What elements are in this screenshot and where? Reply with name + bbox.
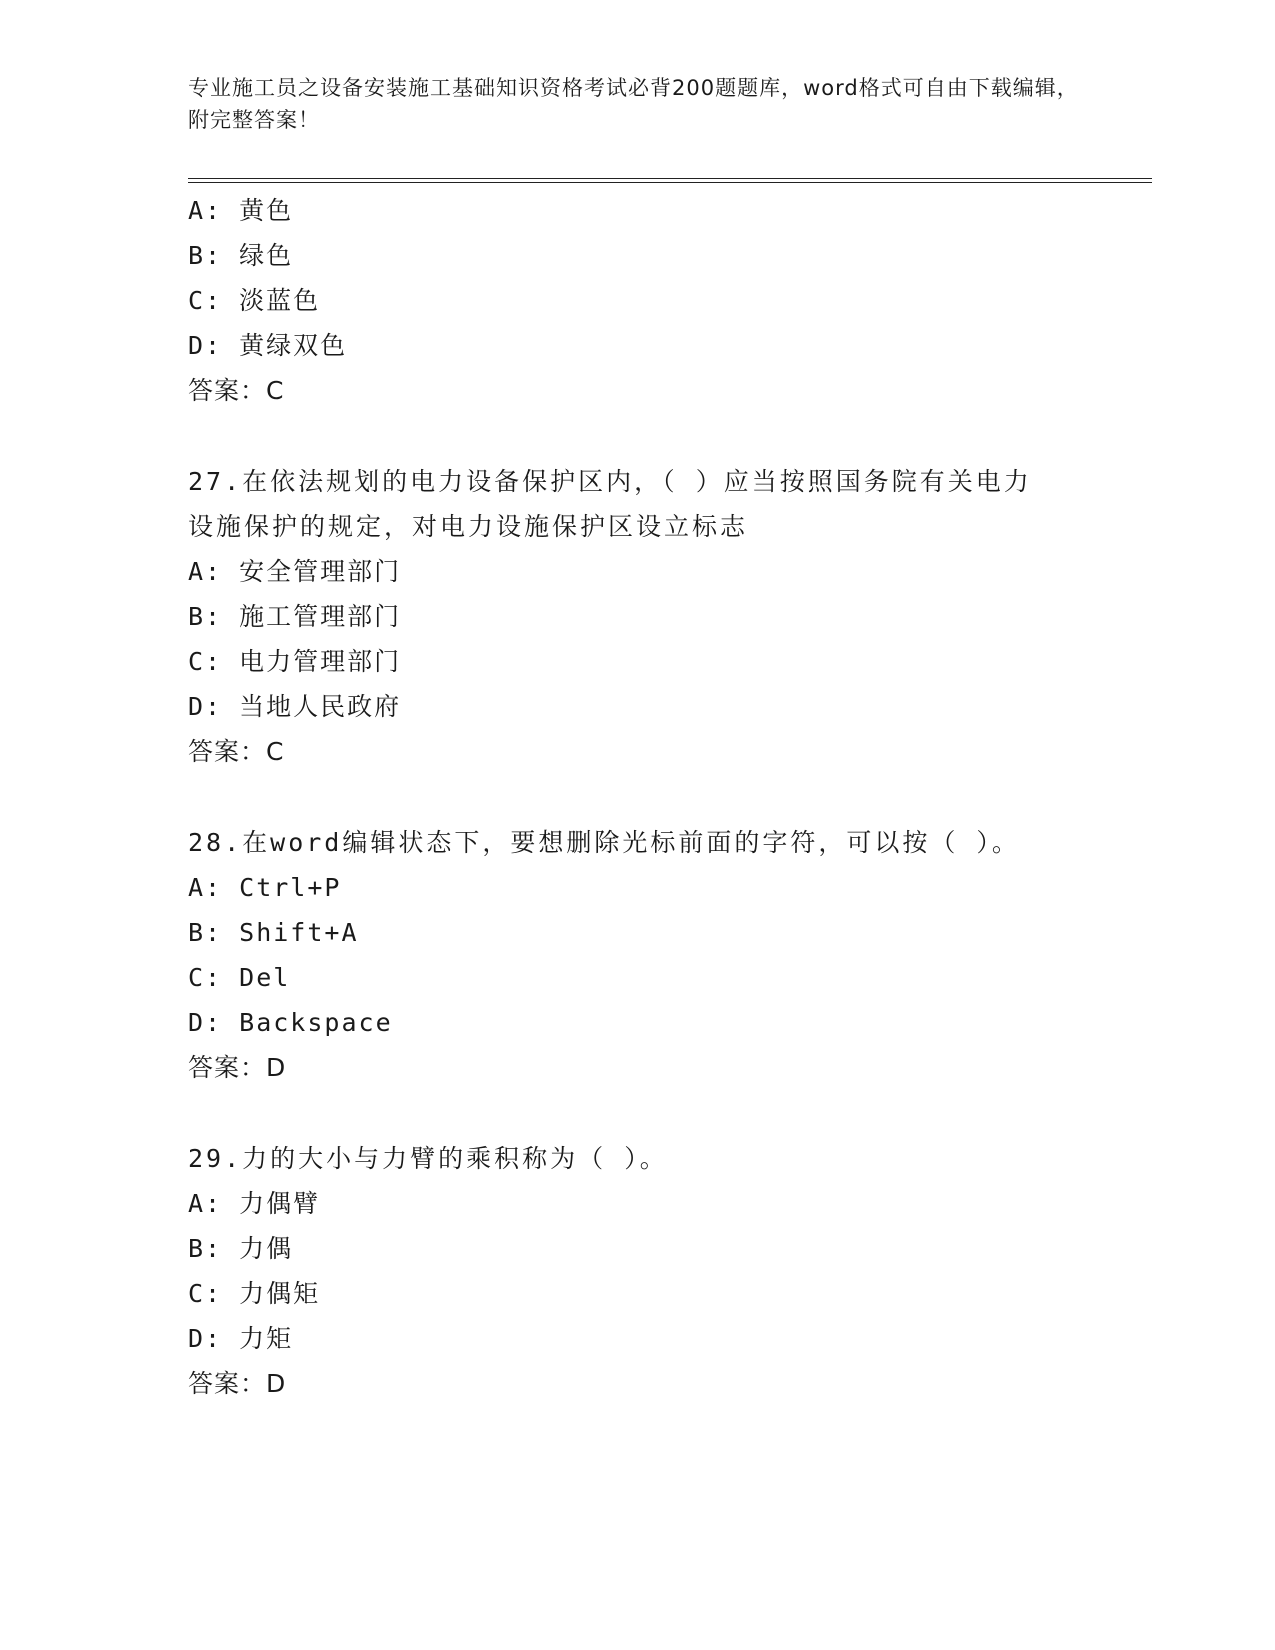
question-block-26 <box>188 188 1088 413</box>
option-d: D: 当地人民政府 <box>188 692 402 721</box>
header-rule-bottom <box>188 182 1152 183</box>
option-a: A: 黄色 <box>188 196 294 225</box>
block-spacer <box>188 774 1088 820</box>
question-text-line-1: 27.在依法规划的电力设备保护区内，（ ）应当按照国务院有关电力 <box>188 467 1032 496</box>
question-text-line-1: 28.在word编辑状态下，要想删除光标前面的字符，可以按（ ）。 <box>188 828 1020 857</box>
option-c: C: 电力管理部门 <box>188 647 402 676</box>
option-b: B: 力偶 <box>188 1234 294 1263</box>
answer: 答案：C <box>188 376 285 405</box>
question-list <box>188 188 1088 1406</box>
block-spacer <box>188 1090 1088 1136</box>
option-b: B: Shift+A <box>188 918 359 947</box>
option-c: C: 力偶矩 <box>188 1279 321 1308</box>
block-spacer <box>188 413 1088 459</box>
option-b: B: 施工管理部门 <box>188 602 402 631</box>
question-text-line-1: 29.力的大小与力臂的乘积称为（ ）。 <box>188 1144 668 1173</box>
option-a: A: 力偶臂 <box>188 1189 321 1218</box>
answer: 答案：D <box>188 1053 287 1082</box>
answer: 答案：D <box>188 1369 287 1398</box>
option-c: C: 淡蓝色 <box>188 286 321 315</box>
question-block-29 <box>188 1136 1088 1406</box>
option-d: D: 力矩 <box>188 1324 294 1353</box>
option-a: A: 安全管理部门 <box>188 557 402 586</box>
question-block-28 <box>188 820 1088 1090</box>
option-d: D: 黄绿双色 <box>188 331 348 360</box>
option-d: D: Backspace <box>188 1008 393 1037</box>
document-header: 专业施工员之设备安装施工基础知识资格考试必背200题题库，word格式可自由下载编辑，附完整答案！ <box>188 76 1079 132</box>
option-b: B: 绿色 <box>188 241 294 270</box>
header-rule-top <box>188 178 1152 179</box>
answer: 答案：C <box>188 737 285 766</box>
question-text-line-2: 设施保护的规定，对电力设施保护区设立标志 <box>188 512 749 541</box>
question-block-27 <box>188 459 1088 774</box>
option-c: C: Del <box>188 963 291 992</box>
option-a: A: Ctrl+P <box>188 873 342 902</box>
